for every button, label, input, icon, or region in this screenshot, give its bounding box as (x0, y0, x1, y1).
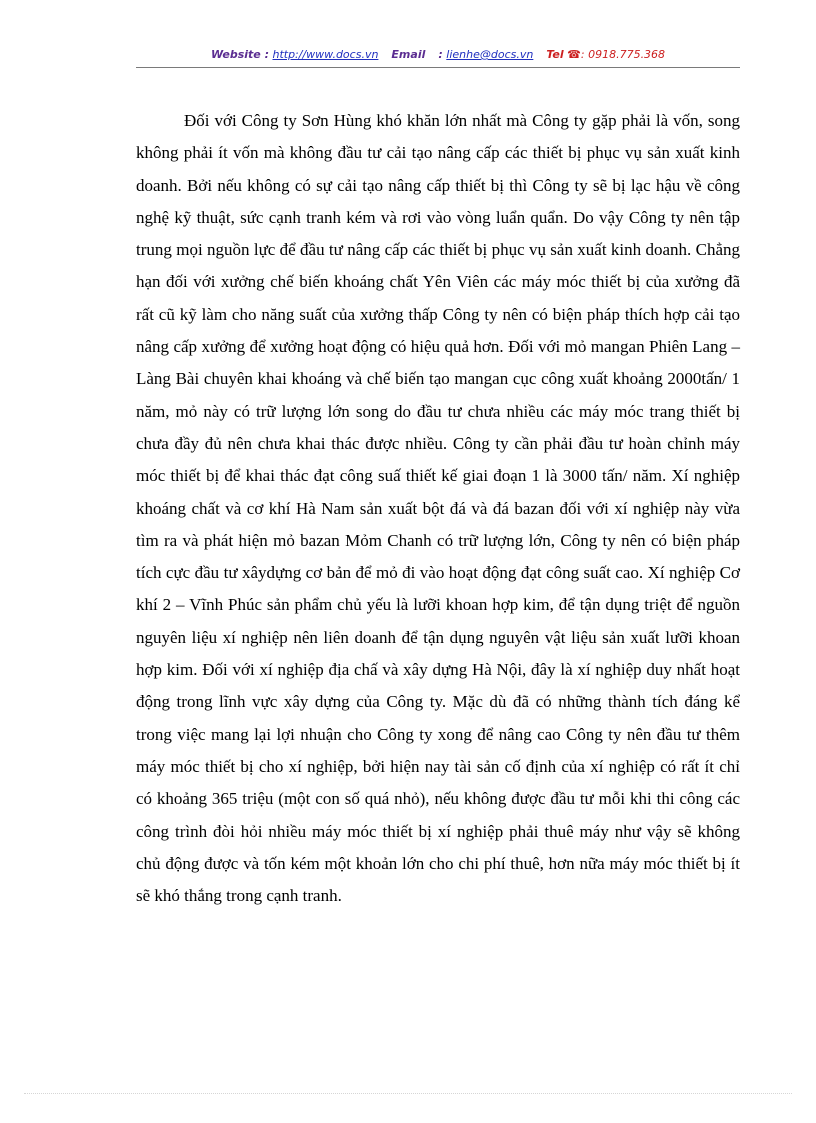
email-link[interactable]: lienhe@docs.vn (446, 48, 534, 61)
header-divider (136, 67, 740, 68)
phone-icon: ☎ (567, 48, 581, 61)
footer-divider (24, 1093, 792, 1094)
email-separator: : (438, 48, 443, 61)
tel-label: Tel (546, 48, 564, 61)
website-label: Website : (210, 48, 269, 61)
website-link[interactable]: http://www.docs.vn (272, 48, 379, 61)
body-paragraph: Đối với Công ty Sơn Hùng khó khăn lớn nhất mà Công ty gặp phải là vốn, song không phải ít vốn mà không đầu tư cải tạo nâng cấp các thiết bị phục vụ sản xuất kinh doanh. Bởi nếu không có sự cải tạo nâng cấp thiết bị thì Công ty sẽ bị lạc hậu về công nghệ kỹ thuật, sức cạnh tranh kém và rơi vào vòng luẩn quẩn. Do vậy Công ty nên tập trung mọi nguồn lực để đầu tư nâng cấp các thiết bị phục vụ sản xuất kinh doanh. Chẳng hạn đối với xưởng chế biến khoáng chất Yên Viên các máy móc thiết bị của xưởng đã rất cũ kỹ làm cho năng suất của xưởng thấp Công ty nên có biện pháp thích hợp cải tạo nâng cấp xưởng để xưởng hoạt động có hiệu quả hơn. Đối với mỏ mangan Phiên Lang – Làng Bài chuyên khai khoáng và chế biến tạo mangan cục công xuất khoảng 2000tấn/ 1 năm, mỏ này có trữ lượng lớn song do đầu tư chưa nhiều các máy móc trang thiết bị chưa đầy đủ nên chưa khai thác được nhiều. Công ty cần phải đầu tư hoàn chỉnh máy móc thiết bị để khai thác đạt công suấ thiết kế giai đoạn 1 là 3000 tấn/ năm. Xí nghiệp khoáng chất và cơ khí Hà Nam sản xuất bột đá và đá bazan đối với xí nghiệp này vừa tìm ra và phát hiện mỏ bazan Mỏm Chanh có trữ lượng lớn, Công ty nên có biện pháp tích cực đầu tư xâydựng cơ bản để mỏ đi vào hoạt động đạt công suất cao. Xí nghiệp Cơ khí 2 – Vĩnh Phúc sản phẩm chủ yếu là lưỡi khoan hợp kim, để tận dụng triệt để nguồn nguyên liệu xí nghiệp nên liên doanh để tận dụng nguyên vật liệu sản xuất lưỡi khoan hợp kim. Đối với xí nghiệp địa chấ và xây dựng Hà Nội, đây là xí nghiệp duy nhất hoạt động trong lĩnh vực xây dựng của Công ty. Mặc dù đã có những thành tích đáng kể trong việc mang lại lợi nhuận cho Công ty xong để nâng cao Công ty nên đầu tư thêm máy móc thiết bị cho xí nghiệp, bởi hiện nay tài sản cố định của xí nghiệp có rất ít chỉ có khoảng 365 triệu (một con số quá nhỏ), nếu không được đầu tư mỗi khi thi công các công trình đòi hỏi nhiều máy móc thiết bị xí nghiệp phải thuê máy như vậy sẽ không chủ động được và tốn kém một khoản lớn cho chi phí thuê, hơn nữa máy móc thiết bị ít sẽ khó thắng trong cạnh tranh. (136, 111, 740, 906)
page-header (136, 48, 740, 61)
email-label: Email (391, 48, 426, 61)
tel-value: : 0918.775.368 (580, 48, 666, 61)
